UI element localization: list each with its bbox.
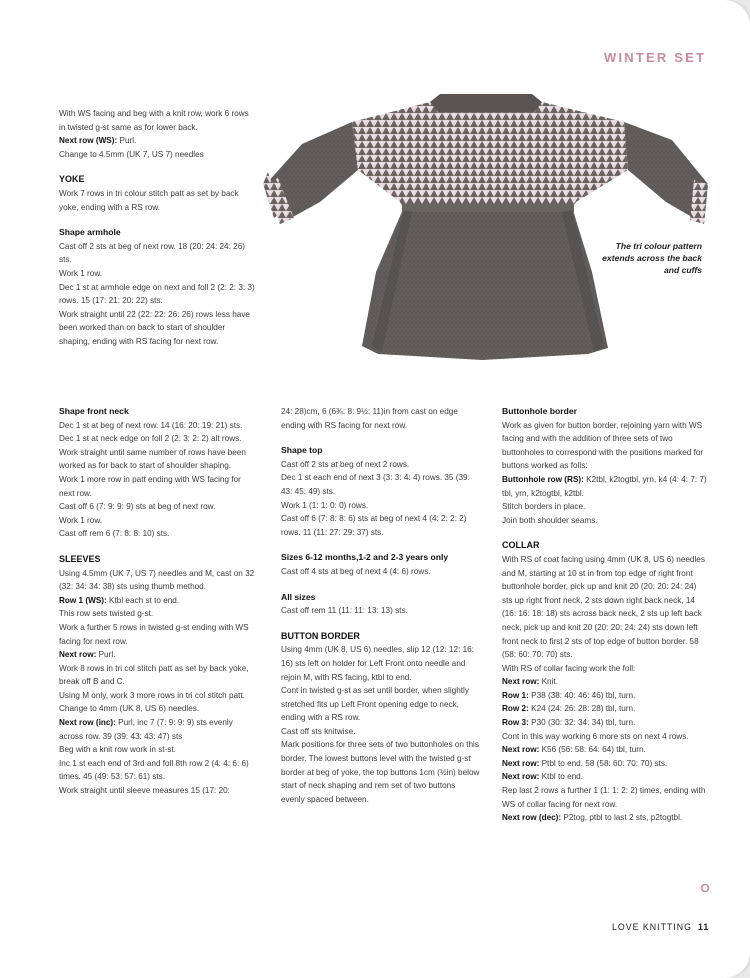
bh-line: Work as given for button border, rejoining yarn with WS facing and with the addition of three sets of two buttonholes to correspond with the positions marked for buttons worked as folls: [502, 420, 704, 471]
button-line: Cont in twisted g-st as set until border, when slightly stretched fits up Left Front opening edge to neck, ending with a RS row. [281, 686, 469, 723]
top-line: Dec 1 st each end of next 3 (3: 3: 4: 4) rows. 35 (39: 43: 45: 49) sts. [281, 473, 470, 496]
sleeves-line: Change to 4mm (UK 8, US 6) needles. [59, 704, 200, 714]
collar-row: Next row: Knit. [502, 677, 558, 687]
neck-line: Dec 1 st at beg of next row. 14 (16: 20: 19: 21) sts. [59, 420, 243, 430]
all-sizes-text: Cast off rem 11 (11: 11: 13: 13) sts. [281, 606, 408, 616]
neck-line: Work 1 row. [59, 515, 103, 525]
sizes-heading: Sizes 6-12 months,1-2 and 2-3 years only [281, 552, 449, 563]
armhole-line: Dec 1 st at armhole edge on next and foll 2 (2: 2: 3: 3) rows. 15 (17: 21: 20: 22) sts. [59, 282, 255, 306]
sleeves-heading: SLEEVES [59, 553, 101, 564]
collar-row: Next row: Ktbl to end. [502, 772, 584, 782]
collar-line: With RS of coat facing using 4mm (UK 8, US 6) needles and M, starting at 10 st in from top edge of right front buttonhole border, pick up and knit 20 (20: 20: 24: 24) sts up right front neck, 2 sts down right back neck, 14 (16: 16: 18: 18) sts across back neck, 2 sts up left back neck, pick up and knit 20 (20: 20: 24: 24) sts down left front neck to first 2 sts of top edge of button border. 58 (58: 60: 70: 70) sts. [502, 554, 705, 660]
bh-row: Buttonhole row (RS): K2tbl, k2togtbl, yrn, k4 (4: 4: 7: 7) tbl, yrn, k2togtbl, k2tbl. [502, 474, 707, 498]
collar-row: Row 2: K24 (24: 26: 28: 28) tbl, turn. [502, 704, 636, 714]
top-line: Cast off 6 (7: 8: 8: 6) sts at beg of next 4 (4: 2: 2: 2) rows. 11 (11: 27: 29: 37) sts. [281, 514, 467, 537]
buttonhole-heading: Buttonhole border [502, 406, 577, 416]
page-number: 11 [697, 922, 710, 932]
sleeves-next-row-inc: Next row (inc): Purl, inc 7 (7: 9: 9: 9) sts evenly across row. 39 (39: 43: 43: 47) sts [59, 718, 233, 741]
button-border-heading: BUTTON BORDER [281, 630, 360, 641]
button-line: Cast off sts knitwise. [281, 726, 356, 736]
sleeves-line: Using M only, work 3 more rows in tri col stitch patt. [59, 690, 245, 700]
front-neck-heading: Shape front neck [59, 406, 129, 416]
column-3 [502, 405, 707, 825]
sleeves-line: Beg with a knit row work in st-st. [59, 745, 176, 755]
column-1-upper [59, 107, 255, 349]
intro-needles: Change to 4.5mm (UK 7, US 7) needles [59, 149, 204, 159]
sleeves-line: Work straight until sleeve measures 15 (17: 20: [59, 786, 230, 796]
collar-row: Next row: Ptbl to end. 58 (58: 60: 70: 70) sts. [502, 758, 668, 768]
neck-line: Dec 1 st at neck edge on foll 2 (2: 3: 2: 2) alt rows. [59, 434, 242, 444]
collar-heading: COLLAR [502, 540, 540, 551]
yoke-heading: YOKE [59, 174, 85, 185]
sleeves-line: Work a further 5 rows in twisted g-st ending with WS facing for next row. [59, 622, 249, 646]
column-1-lower [59, 405, 255, 798]
sleeves-line: This row sets twisted g-st. [59, 609, 154, 619]
collar-row: Next row: K56 (56: 58: 64: 64) tbl, turn. [502, 745, 646, 755]
sleeves-continued: 24: 28)cm, 6 (6¾: 8: 9½: 11)in from cast on edge ending with RS facing for next row. [281, 407, 458, 430]
intro-text: With WS facing and beg with a knit row, work 6 rows in twisted g-st same as for lower back. [59, 109, 249, 132]
photo-caption: The tri colour pattern extends across the back and cuffs [602, 241, 702, 275]
magazine-name: LOVE KNITTING [612, 922, 692, 932]
collar-row: Row 3: P30 (30: 32: 34: 34) tbl, turn. [502, 718, 636, 728]
armhole-line: Work 1 row. [59, 268, 103, 278]
neck-line: Cast off 6 (7: 9: 9: 9) sts at beg of next row. [59, 502, 216, 512]
button-line: Mark positions for three sets of two buttonholes on this border. The lowest buttons level with the twisted g-st border at beg of yoke, the top buttons 1cm (½in) below start of neck shaping and rem set of two buttons evenly spaced between. [281, 740, 480, 804]
sleeves-row-1: Row 1 (WS): Ktbl each st to end. [59, 595, 180, 605]
yoke-text: Work 7 rows in tri colour stitch patt as set by back yoke, ending with a RS row. [59, 188, 239, 212]
button-line: Using 4mm (UK 8, US 6) needles, slip 12 (12: 12: 16: 16) sts left on holder for Left Front onto needle and rejoin M, with RS facing, ktbl to end. [281, 645, 474, 682]
collar-line: With RS of collar facing work the foll: [502, 663, 636, 673]
neck-line: Cast off rem 6 (7: 8: 8: 10) sts. [59, 529, 170, 539]
collar-line: Cont in this way working 6 more sts on next 4 rows. [502, 731, 689, 741]
top-line: Cast off 2 sts at beg of next 2 rows. [281, 459, 410, 469]
column-2 [281, 405, 481, 806]
armhole-heading: Shape armhole [59, 227, 121, 238]
page-footer [612, 922, 709, 932]
sleeves-line: Work 8 rows in tri col stitch patt as set by back yoke, break off B and C. [59, 663, 249, 687]
armhole-line: Work straight until 22 (22: 22: 26: 26) rows less have been worked than on back to start of shoulder shaping, ending with RS facing for next row. [59, 309, 250, 346]
collar-line: Rep last 2 rows a further 1 (1: 1: 2: 2) times, ending with WS of collar facing for next row. [502, 786, 706, 809]
sleeves-line: Using 4.5mm (UK 7, US 7) needles and M, cast on 32 (32: 34: 34: 38) sts using thumb method. [59, 568, 255, 592]
bh-line: Join both shoulder seams. [502, 515, 598, 525]
armhole-line: Cast off 2 sts at beg of next row. 18 (20: 24: 24: 26) sts. [59, 241, 245, 265]
shape-top-heading: Shape top [281, 445, 323, 456]
section-title: WINTER SET [604, 50, 707, 65]
collar-row: Next row (dec): P2tog, ptbl to last 2 sts, p2togtbl. [502, 813, 683, 823]
continue-arrow-icon [700, 883, 710, 893]
collar-row: Row 1: P38 (38: 40: 46: 46) tbl, turn. [502, 690, 636, 700]
sizes-text: Cast off 4 sts at beg of next 4 (4: 6) rows. [281, 566, 431, 576]
bh-line: Stitch borders in place. [502, 502, 586, 512]
top-line: Work 1 (1: 1: 0: 0) rows. [281, 500, 369, 510]
neck-line: Work 1 more row in patt ending with WS facing for next row. [59, 474, 241, 498]
sleeves-next-row: Next row: Purl. [59, 650, 116, 660]
intro-next-row: Next row (WS): Purl. [59, 136, 137, 146]
neck-line: Work straight until same number of rows have been worked as for back to start of shoulder shaping. [59, 447, 246, 471]
sleeves-line: Inc 1 st each end of 3rd and foll 8th row 2 (4: 4: 6: 6) times. 45 (49: 53: 57: 61) sts. [59, 758, 249, 782]
all-sizes-heading: All sizes [281, 591, 316, 602]
